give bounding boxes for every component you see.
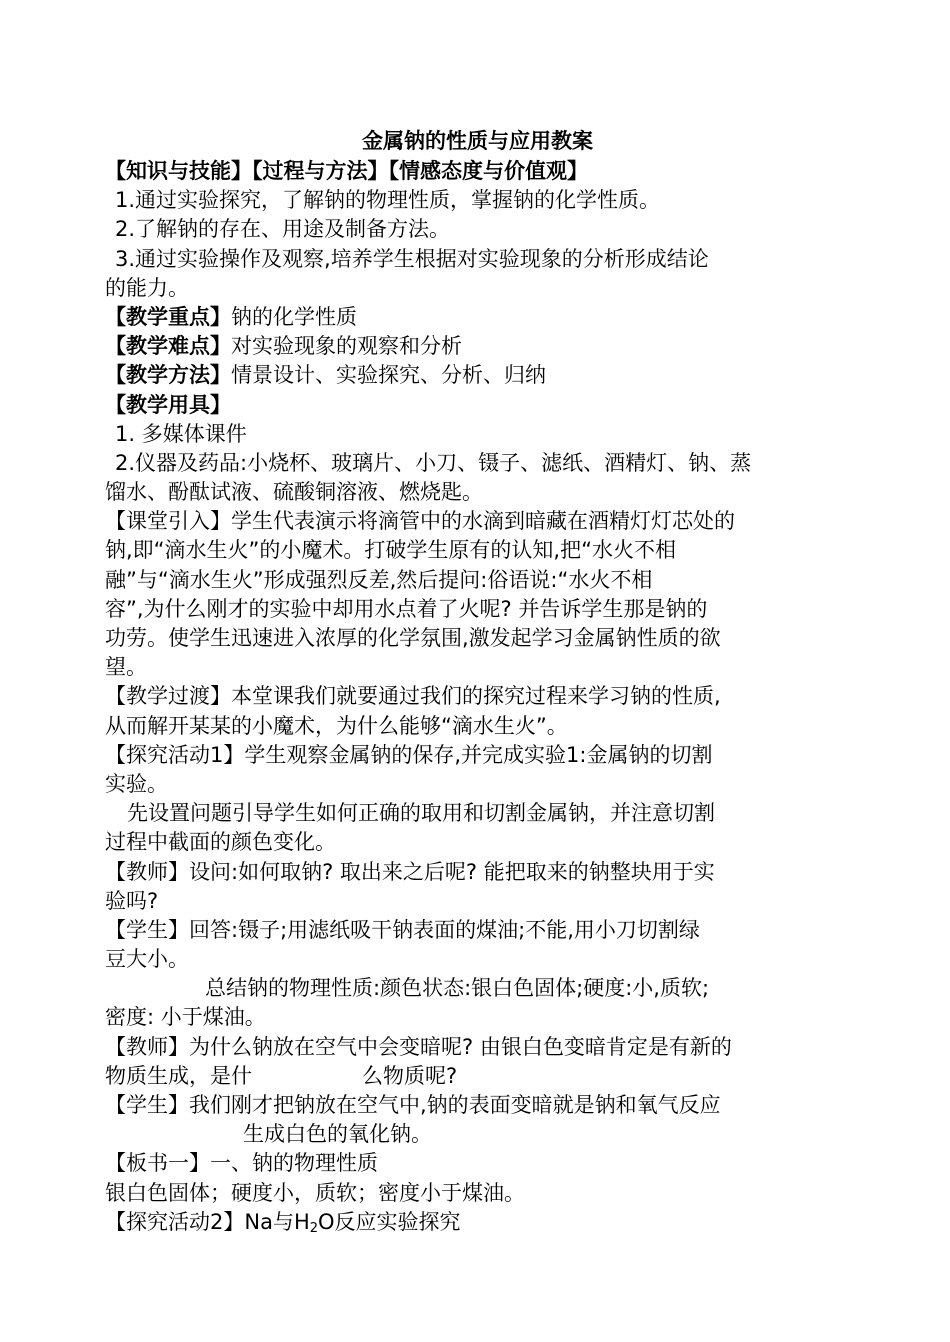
key-point-difficulty	[105, 332, 850, 361]
activity1-line-2: 实验。	[105, 771, 168, 796]
goal-1: 1.通过实验探究，了解钠的物理性质，掌握钠的化学性质。	[115, 188, 661, 213]
activity2-pre: 【探究活动2】Na与H	[105, 1209, 310, 1234]
teacher-question-1b: 验吗?	[105, 888, 159, 913]
difficulty-label: 【教学难点】	[105, 334, 231, 359]
teacher-question-2b	[105, 1062, 850, 1091]
tool-1: 1. 多媒体课件	[115, 421, 247, 446]
tool-2-line-2: 馏水、酚酞试液、硫酸铜溶液、燃烧匙。	[105, 480, 483, 505]
difficulty-text: 对实验现象的观察和分析	[231, 334, 462, 359]
page-title: 金属钠的性质与应用教案	[362, 129, 593, 153]
objectives-header	[105, 157, 850, 186]
intro-line-2: 钠,即“滴水生火”的小魔术。打破学生原有的认知,把“水火不相	[105, 538, 676, 563]
objective-attitude-label: 【情感态度与价值观】	[388, 159, 588, 183]
intro-line-3: 融”与“滴水生火”形成强烈反差,然后提问:俗语说:“水火不相	[105, 567, 653, 592]
method-text: 情景设计、实验探究、分析、归纳	[231, 363, 546, 388]
key-point-focus	[105, 303, 850, 332]
intro-line-4: 容”,为什么刚才的实验中却用水点着了火呢? 并告诉学生那是钠的	[105, 596, 708, 621]
method-label: 【教学方法】	[105, 363, 231, 388]
key-point-method	[105, 361, 850, 390]
teacher-question-1: 【教师】设问:如何取钠? 取出来之后呢? 能把取来的钠整块用于实	[105, 859, 715, 884]
student-answer-1: 【学生】回答:镊子;用滤纸吸干钠表面的煤油;不能,用小刀切割绿	[105, 917, 700, 942]
teacher-question-2b-part-2: 么物质呢?	[362, 1063, 458, 1088]
intro-line-5: 功劳。使学生迅速进入浓厚的化学氛围,激发起学习金属钠性质的欲	[105, 626, 721, 650]
board-line-2: 银白色固体；硬度小，质软；密度小于煤油。	[105, 1180, 525, 1205]
goal-3-line-1: 3.通过实验操作及观察,培养学生根据对实验现象的分析形成结论	[115, 246, 709, 271]
goal-2: 2.了解钠的存在、用途及制备方法。	[115, 217, 451, 242]
activity1-line-4: 过程中截面的颜色变化。	[105, 830, 336, 855]
summary-line-1: 总结钠的物理性质:颜色状态:银白色固体;硬度:小,质软;	[205, 976, 710, 1001]
objective-knowledge-label: 【知识与技能】	[105, 159, 252, 183]
student-answer-2b: 生成白色的氧化钠。	[243, 1122, 432, 1147]
board-line-1: 【板书一】一、钠的物理性质	[105, 1151, 378, 1176]
teacher-question-2: 【教师】为什么钠放在空气中会变暗呢? 由银白色变暗肯定是有新的	[105, 1034, 732, 1059]
activity2-subscript: 2	[309, 1220, 319, 1236]
transition-line-2: 从而解开某某的小魔术，为什么能够“滴水生火”。	[105, 713, 568, 738]
activity2-post: O反应实验探究	[318, 1209, 461, 1234]
focus-label: 【教学重点】	[105, 304, 231, 329]
lesson-plan-page	[105, 125, 850, 1237]
tool-2-line-1: 2.仪器及药品:小烧杯、玻璃片、小刀、镊子、滤纸、酒精灯、钠、蒸	[115, 450, 752, 475]
focus-text: 钠的化学性质	[231, 304, 357, 329]
activity2-heading	[105, 1208, 850, 1237]
teacher-question-2b-part-1: 物质生成，是什	[105, 1063, 252, 1088]
goal-3-line-2: 的能力。	[105, 275, 189, 300]
objective-process-label: 【过程与方法】	[252, 159, 389, 183]
intro-line-1: 【课堂引入】学生代表演示将滴管中的水滴到暗藏在酒精灯灯芯处的	[105, 509, 735, 534]
activity1-line-3: 先设置问题引导学生如何正确的取用和切割金属钠，并注意切割	[127, 801, 715, 826]
activity1-line-1: 【探究活动1】学生观察金属钠的保存,并完成实验1:金属钠的切割	[105, 742, 713, 767]
student-answer-2: 【学生】我们刚才把钠放在空气中,钠的表面变暗就是钠和氧气反应	[105, 1093, 721, 1117]
transition-line-1: 【教学过渡】本堂课我们就要通过我们的探究过程来学习钠的性质,	[105, 684, 721, 709]
summary-line-2: 密度: 小于煤油。	[105, 1005, 266, 1030]
tools-label: 【教学用具】	[105, 392, 231, 417]
intro-line-6: 望。	[105, 655, 147, 680]
student-answer-1b: 豆大小。	[105, 947, 189, 972]
